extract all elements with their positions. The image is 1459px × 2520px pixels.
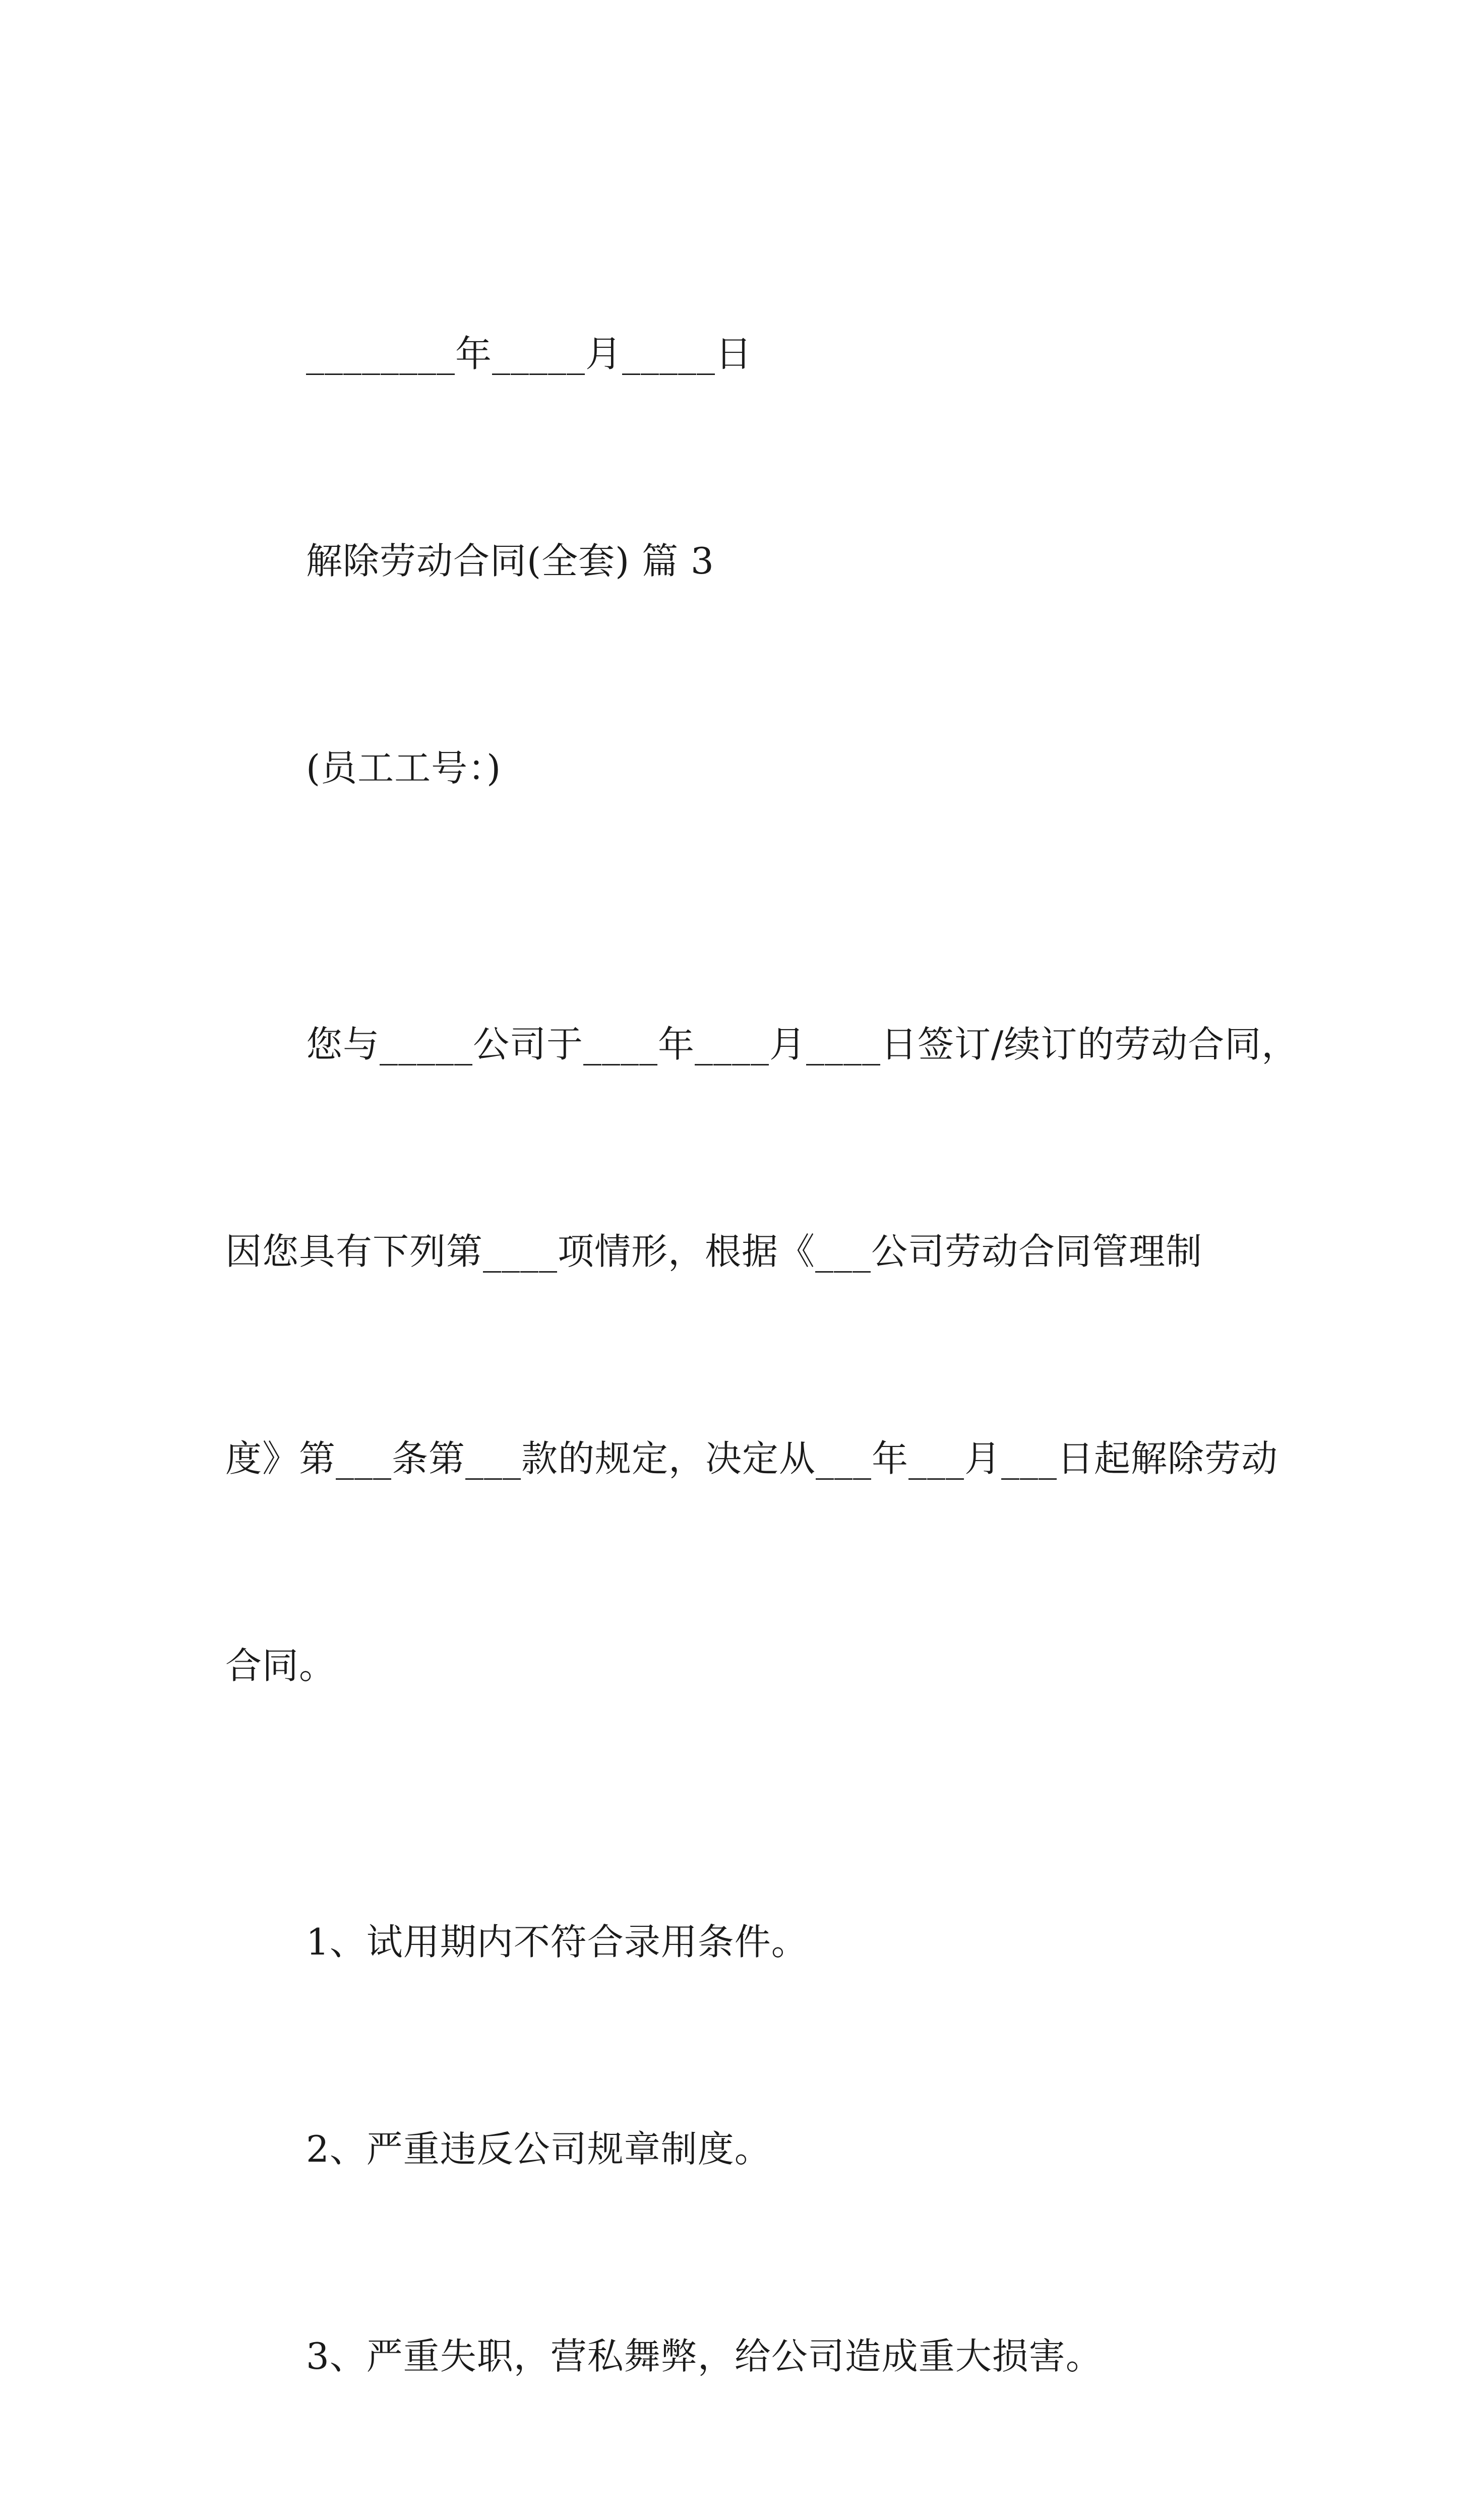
list-item-3: 3、严重失职，营私舞弊，给公司造成重大损害。: [306, 2335, 1103, 2377]
document-body: [225, 181, 1299, 2520]
notice-line-4: 合同。: [225, 1645, 336, 1687]
notice-line-2: 因您具有下列第____项情形，根据《___公司劳动合同管理制: [225, 1230, 1203, 1273]
notice-line-1: 您与_____公司于____年____月____日签订/续订的劳动合同，: [306, 1023, 1299, 1065]
notice-line-3: 度》第___条第___款的规定，决定从___年___月___日起解除劳动: [225, 1437, 1279, 1480]
list-item-1: 1、试用期内不符合录用条件。: [306, 1921, 808, 1963]
section-heading: 解除劳动合同(全套) 篇 3: [306, 540, 714, 582]
list-item-2: 2、严重违反公司规章制度。: [306, 2128, 771, 2170]
employee-number-line: (员工工号：): [306, 747, 502, 789]
date-line: ________年_____月_____日: [306, 333, 752, 375]
